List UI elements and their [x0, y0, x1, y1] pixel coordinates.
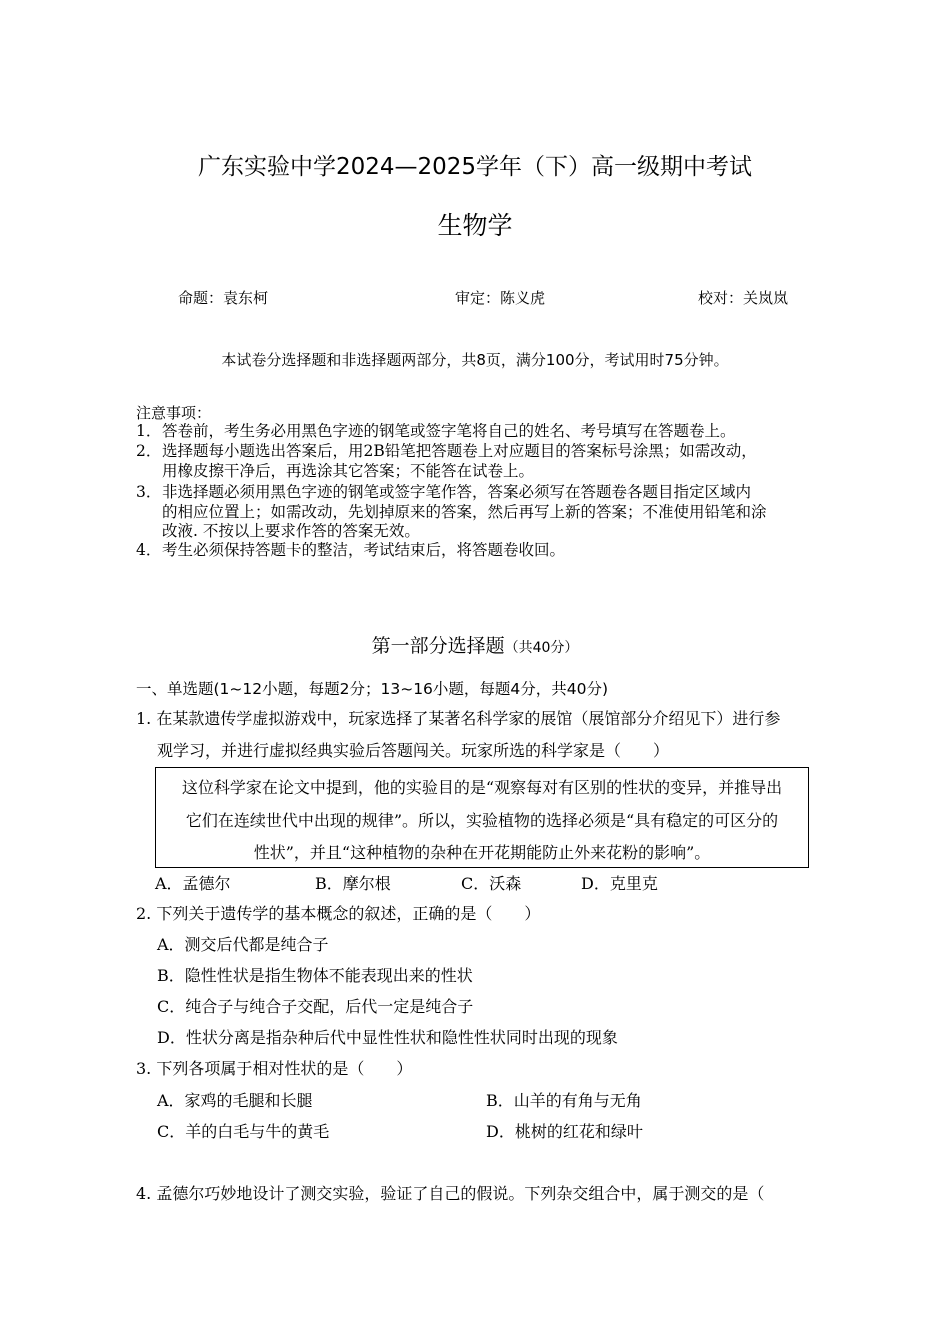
exam-intro: 本试卷分选择题和非选择题两部分，共8页，满分100分，考试用时75分钟。 — [221, 351, 729, 369]
exam-title: 广东实验中学2024—2025学年（下）高一级期中考试 — [197, 154, 753, 180]
q3-option-b: B．山羊的有角与无角 — [486, 1091, 642, 1110]
exhibit-line: 它们在连续世代中出现的规律”。所以，实验植物的选择必须是“具有稳定的可区分的 — [185, 811, 779, 830]
q3-option-c: C．羊的白毛与牛的黄毛 — [157, 1122, 330, 1141]
part-title — [0, 631, 950, 658]
part-title-text: 第一部分选择题 — [371, 635, 505, 657]
notice-num: 1． — [136, 422, 162, 440]
exhibit-line: 性状”，并且“这种植物的杂种在开花期能防止外来花粉的影响”。 — [253, 843, 711, 862]
notice-num: 2． — [136, 442, 162, 460]
notice-num: 4． — [136, 541, 162, 559]
q1-option-c: C．沃森 — [461, 874, 522, 893]
question-1-stem: 1. 在某款遗传学虚拟游戏中，玩家选择了某著名科学家的展馆（展馆部分介绍见下）进行参 — [136, 709, 781, 728]
notice-item-4: 考生必须保持答题卡的整洁，考试结束后，将答题卷收回。 — [162, 541, 566, 559]
q2-option-d: D．性状分离是指杂种后代中显性性状和隐性性状同时出现的现象 — [157, 1028, 618, 1047]
q1-option-b: B．摩尔根 — [315, 874, 391, 893]
question-2-stem: 2. 下列关于遗传学的基本概念的叙述，正确的是（ ） — [136, 904, 541, 923]
section-heading: 一、单选题(1~12小题，每题2分；13~16小题，每题4分，共40分) — [136, 680, 609, 698]
notice-item-3-cont: 改液. 不按以上要求作答的答案无效。 — [162, 522, 420, 540]
q3-option-d: D．桃树的红花和绿叶 — [486, 1122, 643, 1141]
part-score: （共40分） — [504, 640, 579, 656]
exhibit-line: 这位科学家在论文中提到，他的实验目的是“观察每对有区别的性状的变异，并推导出 — [181, 778, 783, 797]
question-1-stem-cont: 观学习，并进行虚拟经典实验后答题闯关。玩家所选的科学家是（ ） — [157, 741, 670, 760]
proofreader-label: 校对：关岚岚 — [698, 289, 789, 307]
notice-item-2-cont: 用橡皮擦干净后，再选涂其它答案；不能答在试卷上。 — [162, 462, 535, 480]
notice-item-3: 非选择题必须用黑色字迹的钢笔或签字笔作答，答案必须写在答题卷各题目指定区域内 — [162, 483, 752, 501]
q2-option-a: A．测交后代都是纯合子 — [157, 935, 329, 954]
exhibit-box — [155, 767, 809, 868]
question-4-stem: 4. 孟德尔巧妙地设计了测交实验，验证了自己的假说。下列杂交组合中，属于测交的是（ — [136, 1184, 765, 1203]
reviewer-label: 审定：陈义虎 — [455, 289, 546, 307]
notice-item-2: 选择题每小题选出答案后，用2B铅笔把答题卷上对应题目的答案标号涂黑；如需改动， — [162, 442, 757, 460]
notice-num: 3． — [136, 483, 162, 501]
q3-option-a: A．家鸡的毛腿和长腿 — [157, 1091, 313, 1110]
subject-title: 生物学 — [437, 211, 513, 240]
notice-item-3-cont: 的相应位置上；如需改动，先划掉原来的答案，然后再写上新的答案；不准使用铅笔和涂 — [162, 503, 767, 521]
q2-option-b: B．隐性性状是指生物体不能表现出来的性状 — [157, 966, 473, 985]
author-label: 命题：袁东柯 — [178, 289, 269, 307]
q1-option-a: A．孟德尔 — [155, 874, 231, 893]
q2-option-c: C．纯合子与纯合子交配，后代一定是纯合子 — [157, 997, 474, 1016]
q1-option-d: D．克里克 — [581, 874, 658, 893]
notice-heading: 注意事项： — [136, 404, 212, 422]
notice-item-1: 答卷前，考生务必用黑色字迹的钢笔或签字笔将自己的姓名、考号填写在答题卷上。 — [162, 422, 736, 440]
question-3-stem: 3. 下列各项属于相对性状的是（ ） — [136, 1059, 413, 1078]
